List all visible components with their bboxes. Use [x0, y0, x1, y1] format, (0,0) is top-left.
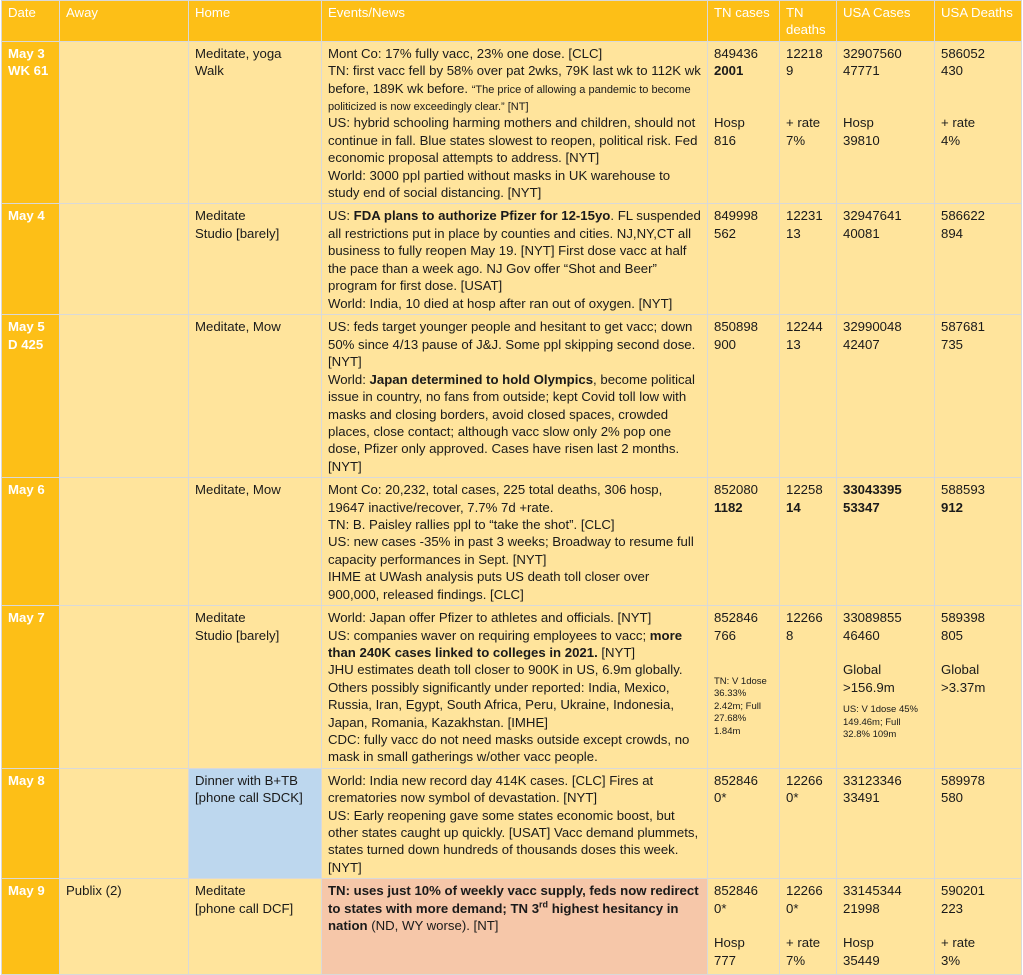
tn-cases-new: 766	[714, 627, 737, 643]
home-cell	[189, 478, 322, 606]
usa-cases-total: 33123346	[843, 772, 902, 788]
usa-cases-total: 33145344	[843, 883, 902, 899]
tn-deaths-new: 13	[786, 336, 801, 352]
date-cell	[2, 315, 60, 478]
tn-cases-new: 900	[714, 336, 737, 352]
tn-deaths-total: 12266	[786, 772, 823, 788]
table-row	[2, 768, 1022, 878]
tn-cases-new: 0*	[714, 900, 727, 916]
date-cell	[2, 879, 60, 975]
home-activity: Meditate	[195, 883, 246, 899]
tn-rate-label: + rate	[786, 935, 821, 951]
events-cell	[322, 478, 708, 606]
usa-cases-cell	[837, 315, 935, 478]
date-cell	[2, 606, 60, 769]
event-text: TN: B. Paisley rallies ppl to “take the shot”. [CLC]	[328, 516, 615, 532]
table-row	[2, 606, 1022, 769]
tn-cases-cell	[708, 41, 780, 204]
events-cell	[322, 768, 708, 878]
tn-cases-total: 852846	[714, 883, 759, 899]
usa-cases-total: 32990048	[843, 319, 902, 335]
event-text: US: feds target younger people and hesitant to get vacc; down 50% since 4/13 pause of J&J. Some ppl skipping second dose. [NYT]	[328, 319, 696, 370]
away-cell	[60, 41, 189, 204]
tn-deaths-new: 8	[786, 627, 794, 643]
home-cell	[189, 879, 322, 975]
header-home: Home	[189, 1, 322, 42]
event-text: Mont Co: 17% fully vacc, 23% one dose. [CLC]	[328, 45, 603, 61]
tn-cases-new: 1182	[714, 499, 743, 515]
away-cell	[60, 768, 189, 878]
tn-cases-new: 562	[714, 225, 737, 241]
event-text: World: Japan determined to hold Olympics, become political issue in country, no fans from outside; kept Covid toll low with masks and closing borders, avoid closed spaces, crowded places, close contact; although vacc slow only 2% pop one dose, Pfizer only approved. Cases have risen last 2 months. [NYT]	[328, 371, 695, 474]
home-cell	[189, 606, 322, 769]
tn-cases-cell	[708, 606, 780, 769]
tn-deaths-total: 12266	[786, 610, 823, 626]
away-cell	[60, 315, 189, 478]
home-cell	[189, 41, 322, 204]
usa-deaths-total: 589978	[941, 772, 986, 788]
home-activity: Studio [barely]	[195, 627, 280, 643]
usa-deaths-cell	[935, 768, 1022, 878]
events-cell	[322, 315, 708, 478]
usa-cases-cell	[837, 41, 935, 204]
usa-deaths-new: 580	[941, 790, 964, 806]
tn-cases-total: 849436	[714, 45, 759, 61]
header-events: Events/News	[322, 1, 708, 42]
header-row	[2, 1, 1022, 42]
header-usa-deaths: USA Deaths	[935, 1, 1022, 42]
home-activity: Studio [barely]	[195, 225, 280, 241]
tn-cases-new: 2001	[714, 63, 744, 79]
event-highlight: Japan determined to hold Olympics	[369, 371, 594, 387]
events-cell	[322, 879, 708, 975]
tn-cases-cell	[708, 478, 780, 606]
table-row	[2, 478, 1022, 606]
event-highlight: FDA plans to authorize Pfizer for 12-15yo	[353, 208, 611, 224]
usa-deaths-cell	[935, 41, 1022, 204]
header-date: Date	[2, 1, 60, 42]
usa-deaths-new: 894	[941, 225, 964, 241]
tn-cases-cell	[708, 204, 780, 315]
tn-rate-value: 7%	[786, 952, 806, 968]
usa-rate-label: + rate	[941, 935, 976, 951]
usa-cases-total: 32947641	[843, 208, 902, 224]
tn-cases-new: 0*	[714, 790, 727, 806]
tn-deaths-new: 0*	[786, 900, 799, 916]
tn-hosp-value: 777	[714, 952, 737, 968]
events-cell	[322, 41, 708, 204]
home-cell	[189, 768, 322, 878]
usa-cases-new: 21998	[843, 900, 880, 916]
home-activity: [phone call SDCK]	[195, 790, 303, 806]
event-text: JHU estimates death toll closer to 900K in US, 6.9m globally. Others possibly significantly under reported: India, Mexico, Russia, Iran, Egypt, South Africa, Peru, Ukraine, Indonesia, Japan, Romania, Kazakhstan. [IMHE]	[328, 662, 683, 730]
table-row	[2, 879, 1022, 975]
usa-deaths-cell	[935, 879, 1022, 975]
date-cell	[2, 204, 60, 315]
event-text: US: hybrid schooling harming mothers and children, should not continue in fall. Blue states slowest to reopen, political risk. Fed economic proposal attempts to address. [NYT]	[328, 115, 698, 166]
home-activity: Meditate, yoga	[195, 45, 282, 61]
event-text: US: FDA plans to authorize Pfizer for 12-15yo. FL suspended all restrictions put in place by counties and cities. NJ,NY,CT all business to fully reopen May 19. [NYT] First dose vacc at half the pace than a week ago. NJ Gov offer “Shot and Beer” program for first dose. [USAT]	[328, 208, 701, 294]
usa-cases-total: 33089855	[843, 610, 902, 626]
usa-deaths-new: 912	[941, 499, 964, 515]
usa-cases-new: 47771	[843, 63, 880, 79]
usa-cases-cell	[837, 478, 935, 606]
home-activity: Dinner with B+TB	[195, 772, 298, 788]
tn-rate-value: 7%	[786, 132, 806, 148]
event-highlight: highest hesitancy in nation	[328, 900, 679, 934]
tn-cases-total: 852846	[714, 610, 759, 626]
event-text: World: 3000 ppl partied without masks in UK warehouse to study end of social distancing. [NYT]	[328, 167, 671, 201]
tn-rate-label: + rate	[786, 115, 821, 131]
away-cell	[60, 478, 189, 606]
date-label: May 4	[8, 208, 45, 224]
usa-cases-cell	[837, 768, 935, 878]
usa-deaths-total: 590201	[941, 883, 986, 899]
global-deaths-value: >3.37m	[941, 679, 986, 695]
date-label: May 9	[8, 883, 45, 899]
tn-cases-cell	[708, 315, 780, 478]
usa-hosp-value: 39810	[843, 132, 880, 148]
home-activity: Meditate, Mow	[195, 482, 281, 498]
usa-cases-cell	[837, 879, 935, 975]
event-text: World: Japan offer Pfizer to athletes and officials. [NYT]	[328, 610, 652, 626]
usa-hosp-label: Hosp	[843, 935, 874, 951]
event-quote: “The price of allowing a pandemic to become politicized is now exceedingly clear.” [NT]	[328, 83, 691, 114]
away-cell	[60, 204, 189, 315]
tn-cases-total: 850898	[714, 319, 759, 335]
tn-deaths-new: 14	[786, 499, 801, 515]
usa-rate-value: 3%	[941, 952, 961, 968]
covid-journal-table	[1, 0, 1022, 975]
tn-cases-cell	[708, 879, 780, 975]
usa-cases-new: 40081	[843, 225, 880, 241]
tn-deaths-total: 12218	[786, 45, 823, 61]
header-tn-cases: TN cases	[708, 1, 780, 42]
tn-deaths-cell	[780, 768, 837, 878]
usa-deaths-cell	[935, 478, 1022, 606]
table-row	[2, 315, 1022, 478]
event-highlight: TN: uses just 10% of weekly vacc supply, feds now redirect to states with more demand; TN 3	[328, 883, 699, 916]
usa-deaths-cell	[935, 606, 1022, 769]
tn-deaths-cell	[780, 204, 837, 315]
usa-deaths-cell	[935, 315, 1022, 478]
usa-deaths-total: 586622	[941, 208, 986, 224]
date-label: May 3	[8, 45, 45, 61]
away-cell	[60, 606, 189, 769]
usa-rate-label: + rate	[941, 115, 976, 131]
date-label: May 8	[8, 772, 45, 788]
date-cell	[2, 768, 60, 878]
tn-deaths-new: 9	[786, 63, 794, 79]
day-label: D 425	[8, 336, 44, 352]
tn-deaths-new: 0*	[786, 790, 799, 806]
usa-cases-cell	[837, 606, 935, 769]
usa-hosp-label: Hosp	[843, 115, 874, 131]
event-text: TN: uses just 10% of weekly vacc supply, feds now redirect to states with more demand; TN 3rd highest hesitancy in nation (ND, WY worse). [NT]	[328, 883, 699, 934]
tn-deaths-total: 12231	[786, 208, 823, 224]
usa-deaths-total: 586052	[941, 45, 986, 61]
event-text: US: Early reopening gave some states economic boost, but other states caught up quickly. [USAT] Vacc demand plummets, states turned down hundreds of thousands doses this week. [NYT]	[328, 807, 699, 875]
usa-rate-value: 4%	[941, 132, 961, 148]
tn-cases-cell	[708, 768, 780, 878]
usa-deaths-new: 223	[941, 900, 964, 916]
away-cell: Publix (2)	[60, 879, 189, 975]
global-cases-value: >156.9m	[843, 679, 895, 695]
table-row	[2, 204, 1022, 315]
event-text: US: companies waver on requiring employees to vacc; more than 240K cases linked to colleges in 2021. [NYT]	[328, 627, 683, 660]
date-label: May 5	[8, 319, 45, 335]
date-cell	[2, 41, 60, 204]
tn-cases-total: 849998	[714, 208, 759, 224]
event-text: Mont Co: 20,232, total cases, 225 total deaths, 306 hosp, 19647 inactive/recover, 7.7% 7d +rate.	[328, 482, 663, 515]
tn-hosp-value: 816	[714, 132, 737, 148]
tn-deaths-cell	[780, 606, 837, 769]
events-cell	[322, 606, 708, 769]
home-activity: Walk	[195, 63, 224, 79]
event-text: World: India new record day 414K cases. [CLC] Fires at crematories now symbol of devastation. [NYT]	[328, 772, 654, 806]
usa-deaths-total: 588593	[941, 482, 986, 498]
global-cases-label: Global	[843, 662, 882, 678]
tn-deaths-cell	[780, 41, 837, 204]
header-tn-deaths: TN deaths	[780, 1, 837, 42]
usa-hosp-value: 35449	[843, 952, 880, 968]
usa-deaths-total: 587681	[941, 319, 986, 335]
tn-deaths-total: 12266	[786, 883, 823, 899]
usa-deaths-new: 430	[941, 63, 964, 79]
usa-deaths-total: 589398	[941, 610, 986, 626]
events-cell	[322, 204, 708, 315]
date-label: May 6	[8, 482, 45, 498]
usa-cases-total: 33043395	[843, 482, 902, 498]
usa-cases-new: 46460	[843, 627, 880, 643]
usa-deaths-new: 735	[941, 336, 964, 352]
tn-cases-total: 852846	[714, 772, 759, 788]
week-label: WK 61	[8, 63, 49, 79]
usa-cases-total: 32907560	[843, 45, 902, 61]
home-cell	[189, 315, 322, 478]
event-text: CDC: fully vacc do not need masks outside except crowds, no mask in small gatherings w/other vacc people.	[328, 731, 690, 765]
usa-cases-cell	[837, 204, 935, 315]
event-text: US: new cases -35% in past 3 weeks; Broadway to resume full capacity performances in Sept. [NYT]	[328, 534, 694, 567]
home-activity: Meditate, Mow	[195, 319, 281, 335]
date-label: May 7	[8, 610, 45, 626]
table-row	[2, 41, 1022, 204]
event-text: World: India, 10 died at hosp after ran out of oxygen. [NYT]	[328, 295, 673, 311]
tn-deaths-cell	[780, 315, 837, 478]
usa-cases-new: 33491	[843, 790, 880, 806]
home-activity: Meditate	[195, 610, 246, 626]
tn-hosp-label: Hosp	[714, 115, 745, 131]
tn-deaths-new: 13	[786, 225, 801, 241]
us-vaccination-note: US: V 1dose 45% 149.46m; Full 32.8% 109m	[843, 704, 918, 740]
tn-deaths-total: 12244	[786, 319, 823, 335]
tn-deaths-total: 12258	[786, 482, 823, 498]
home-activity: Meditate	[195, 208, 246, 224]
tn-vaccination-note: TN: V 1dose 36.33% 2.42m; Full 27.68% 1.84m	[714, 675, 767, 737]
home-activity: [phone call DCF]	[195, 900, 294, 916]
event-highlight: more than 240K cases linked to colleges in 2021.	[328, 627, 683, 660]
header-away: Away	[60, 1, 189, 42]
home-cell	[189, 204, 322, 315]
date-cell	[2, 478, 60, 606]
tn-deaths-cell	[780, 478, 837, 606]
global-deaths-label: Global	[941, 662, 980, 678]
event-text: TN: first vacc fell by 58% over pat 2wks, 79K last wk to 112K wk before, 189K wk before. “The price of allowing a pandemic to become politicized is now exceedingly clear.” [NT]	[328, 63, 701, 114]
usa-deaths-new: 805	[941, 627, 964, 643]
tn-deaths-cell	[780, 879, 837, 975]
header-usa-cases: USA Cases	[837, 1, 935, 42]
tn-cases-total: 852080	[714, 482, 759, 498]
usa-deaths-cell	[935, 204, 1022, 315]
event-text: IHME at UWash analysis puts US death toll closer over 900,000, released findings. [CLC]	[328, 569, 650, 602]
usa-cases-new: 42407	[843, 336, 880, 352]
usa-cases-new: 53347	[843, 499, 880, 515]
tn-hosp-label: Hosp	[714, 935, 745, 951]
